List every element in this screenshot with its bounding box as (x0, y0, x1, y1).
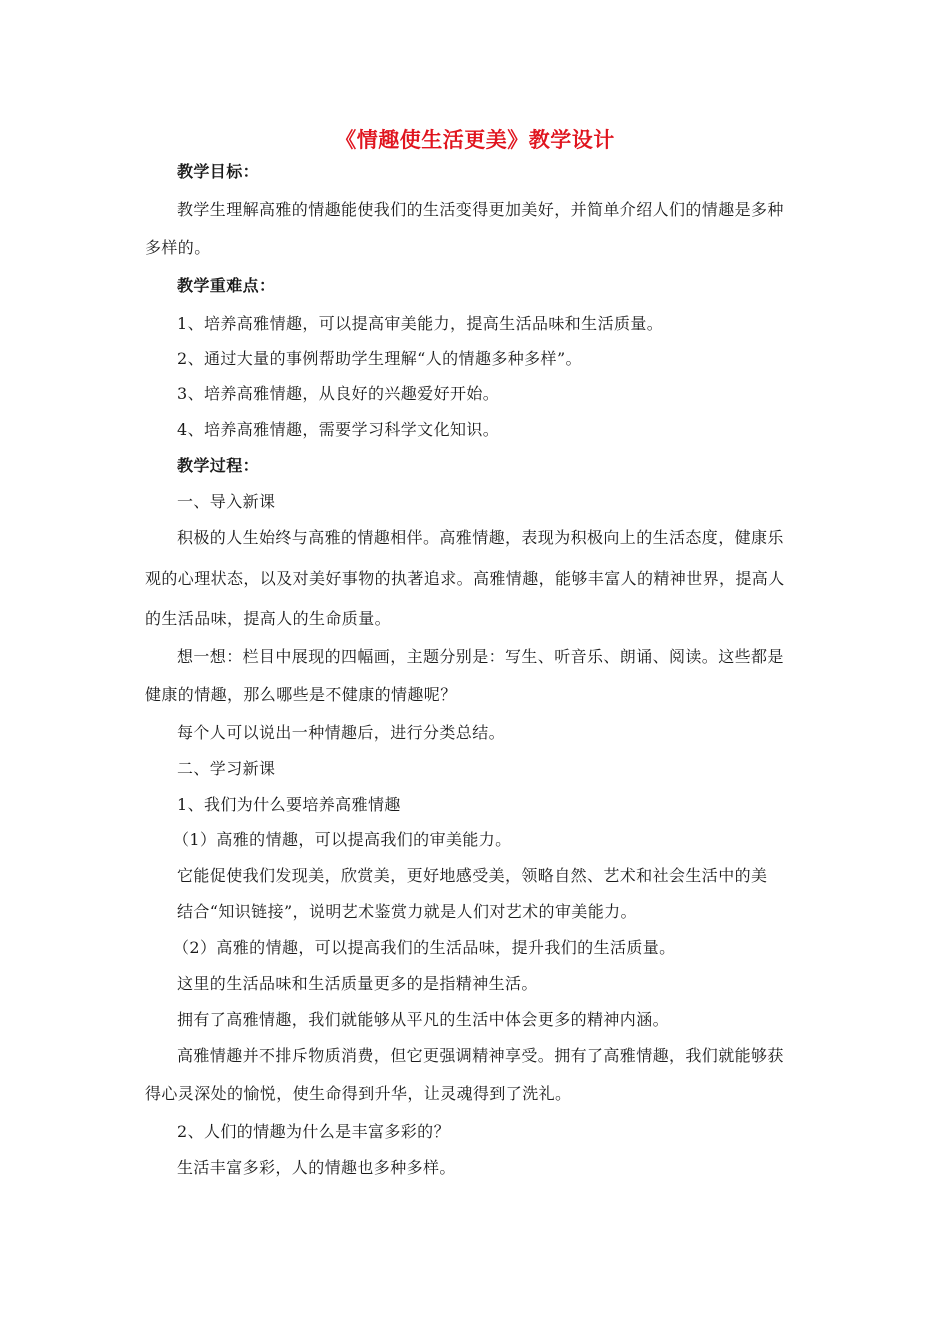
section-heading: 二、学习新课 (177, 759, 276, 778)
paragraph-line: 多样的。 (145, 238, 211, 257)
paragraph-line: （1）高雅的情趣，可以提高我们的审美能力。 (173, 830, 512, 849)
document-title: 《情趣使生活更美》教学设计 (335, 127, 615, 152)
heading-key-points: 教学重难点： (177, 276, 276, 295)
paragraph-line: 高雅情趣并不排斥物质消费，但它更强调精神享受。拥有了高雅情趣，我们就能够获 (177, 1046, 784, 1065)
paragraph-line: 拥有了高雅情趣，我们就能够从平凡的生活中体会更多的精神内涵。 (177, 1010, 670, 1029)
subsection-heading: 1、我们为什么要培养高雅情趣 (177, 795, 401, 814)
paragraph-line: 教学生理解高雅的情趣能使我们的生活变得更加美好，并简单介绍人们的情趣是多种 (177, 200, 784, 219)
paragraph-line: 想一想：栏目中展现的四幅画，主题分别是：写生、听音乐、朗诵、阅读。这些都是 (177, 647, 784, 666)
heading-teaching-goals: 教学目标： (177, 162, 260, 181)
list-item: 4、培养高雅情趣，需要学习科学文化知识。 (177, 420, 500, 439)
section-heading: 一、导入新课 (177, 492, 276, 511)
heading-teaching-process: 教学过程： (177, 456, 260, 475)
paragraph-line: 观的心理状态，以及对美好事物的执著追求。高雅情趣，能够丰富人的精神世界，提高人 (145, 569, 785, 588)
paragraph-line: 的生活品味，提高人的生命质量。 (145, 609, 392, 628)
paragraph-line: 得心灵深处的愉悦，使生命得到升华，让灵魂得到了洗礼。 (145, 1084, 572, 1103)
subsection-heading: 2、人们的情趣为什么是丰富多彩的？ (177, 1122, 450, 1141)
paragraph-line: 结合“知识链接”，说明艺术鉴赏力就是人们对艺术的审美能力。 (177, 902, 637, 921)
list-item: 1、培养高雅情趣，可以提高审美能力，提高生活品味和生活质量。 (177, 314, 664, 333)
list-item: 3、培养高雅情趣，从良好的兴趣爱好开始。 (177, 384, 500, 403)
paragraph-line: 这里的生活品味和生活质量更多的是指精神生活。 (177, 974, 538, 993)
paragraph-line: 生活丰富多彩，人的情趣也多种多样。 (177, 1158, 456, 1177)
paragraph-line: 积极的人生始终与高雅的情趣相伴。高雅情趣，表现为积极向上的生活态度，健康乐 (177, 528, 784, 547)
paragraph-line: 每个人可以说出一种情趣后，进行分类总结。 (177, 723, 506, 742)
paragraph-line: 健康的情趣，那么哪些是不健康的情趣呢？ (145, 685, 457, 704)
list-item: 2、通过大量的事例帮助学生理解“人的情趣多种多样”。 (177, 349, 582, 368)
paragraph-line: （2）高雅的情趣，可以提高我们的生活品味，提升我们的生活质量。 (173, 938, 676, 957)
paragraph-line: 它能促使我们发现美，欣赏美，更好地感受美，领略自然、艺术和社会生活中的美 (177, 866, 768, 885)
